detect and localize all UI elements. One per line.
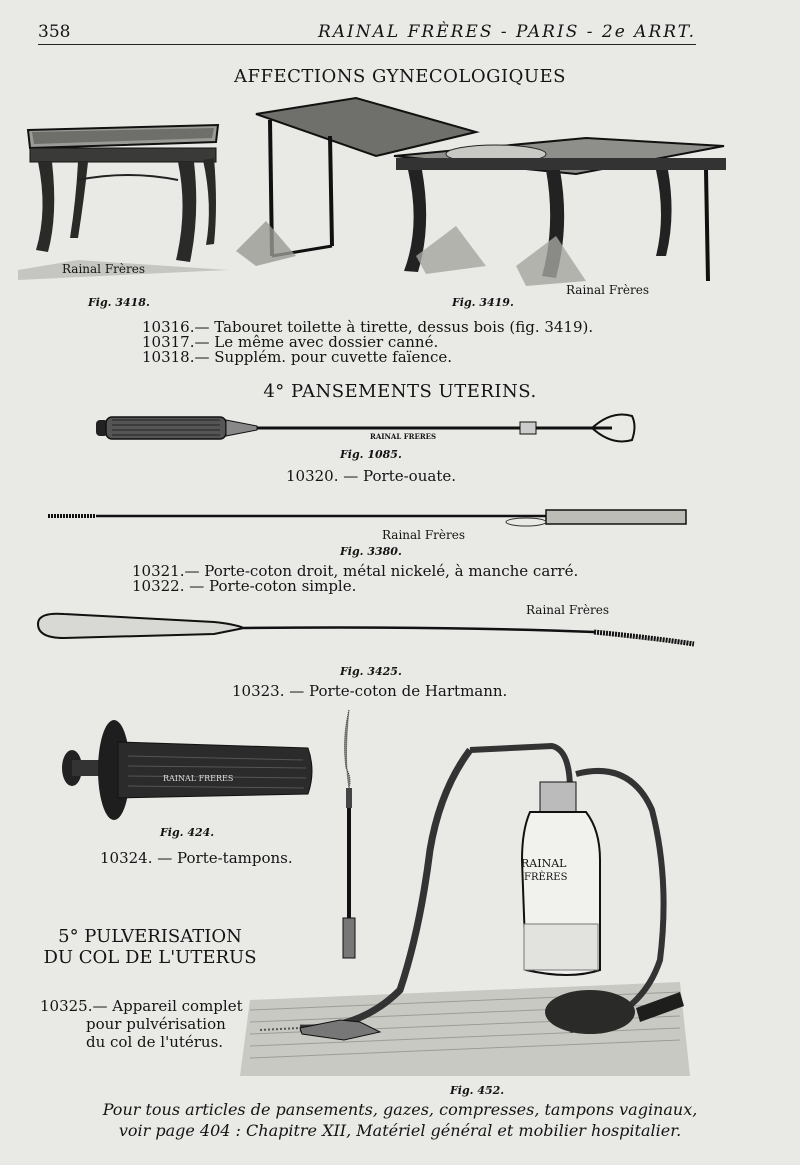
item-10322: 10322. — Porte-coton simple. [132, 577, 357, 595]
item-10317: 10317.— Le même avec dossier canné. [142, 333, 439, 351]
stool-brand: Rainal Frères [62, 262, 145, 276]
tampons-brand: RAINAL FRERES [163, 774, 234, 783]
caption-fig3419: Fig. 3419. [452, 296, 514, 309]
section-title-pulverisation [40, 926, 260, 968]
caption-fig424: Fig. 424. [160, 826, 215, 839]
pulverisation-line-2: DU COL DE L'UTERUS [43, 947, 257, 968]
item-10320: 10320. — Porte-ouate. [286, 467, 456, 485]
caption-fig3380: Fig. 3380. [340, 545, 402, 558]
page-number: 358 [38, 22, 71, 42]
hartmann-brand: Rainal Frères [526, 603, 609, 617]
caption-fig3418: Fig. 3418. [88, 296, 150, 309]
item-10325-line-1: 10325.— Appareil complet [40, 997, 243, 1015]
item-10318: 10318.— Supplém. pour cuvette faïence. [142, 348, 453, 366]
bottle-brand-line-1: RAINAL [521, 857, 567, 870]
section-title-gyneco: AFFECTIONS GYNECOLOGIQUES [233, 66, 567, 87]
pulverisation-line-1: 5° PULVERISATION [58, 926, 242, 947]
item-10321: 10321.— Porte-coton droit, métal nickelé, à manche carré. [132, 562, 579, 580]
porte-coton-droit-illustration [46, 506, 688, 530]
caption-fig452: Fig. 452. [450, 1084, 505, 1097]
page-header [38, 20, 696, 45]
pulverisation-apparatus-illustration [240, 730, 696, 1082]
porte-coton-hartmann-illustration [34, 610, 700, 650]
item-10323: 10323. — Porte-coton de Hartmann. [232, 682, 508, 700]
section-title-uterins: 4° PANSEMENTS UTERINS. [263, 381, 537, 402]
table-brand: Rainal Frères [566, 283, 649, 297]
ouate-brand: RAINAL FRERES [370, 432, 437, 441]
footer-line-1: Pour tous articles de pansements, gazes, compresses, tampons vaginaux, [102, 1100, 698, 1119]
item-10325-line-2: pour pulvérisation [86, 1015, 226, 1033]
bottle-brand-line-2: FRÈRES [524, 872, 568, 883]
coton-droit-brand: Rainal Frères [382, 528, 465, 542]
item-10316: 10316.— Tabouret toilette à tirette, dessus bois (fig. 3419). [142, 318, 594, 336]
stool-illustration [18, 120, 228, 280]
running-title: RAINAL FRÈRES - PARIS - 2e ARRT. [317, 22, 696, 42]
porte-ouate-illustration [92, 406, 644, 446]
gyneco-table-illustration [236, 96, 726, 296]
footer-note [20, 1099, 780, 1141]
item-10325-line-3: du col de l'utérus. [86, 1033, 224, 1051]
caption-fig1085: Fig. 1085. [340, 448, 402, 461]
caption-fig3425: Fig. 3425. [340, 665, 402, 678]
footer-line-2: voir page 404 : Chapitre XII, Matériel général et mobilier hospitalier. [118, 1121, 682, 1140]
item-10324: 10324. — Porte-tampons. [100, 849, 293, 867]
